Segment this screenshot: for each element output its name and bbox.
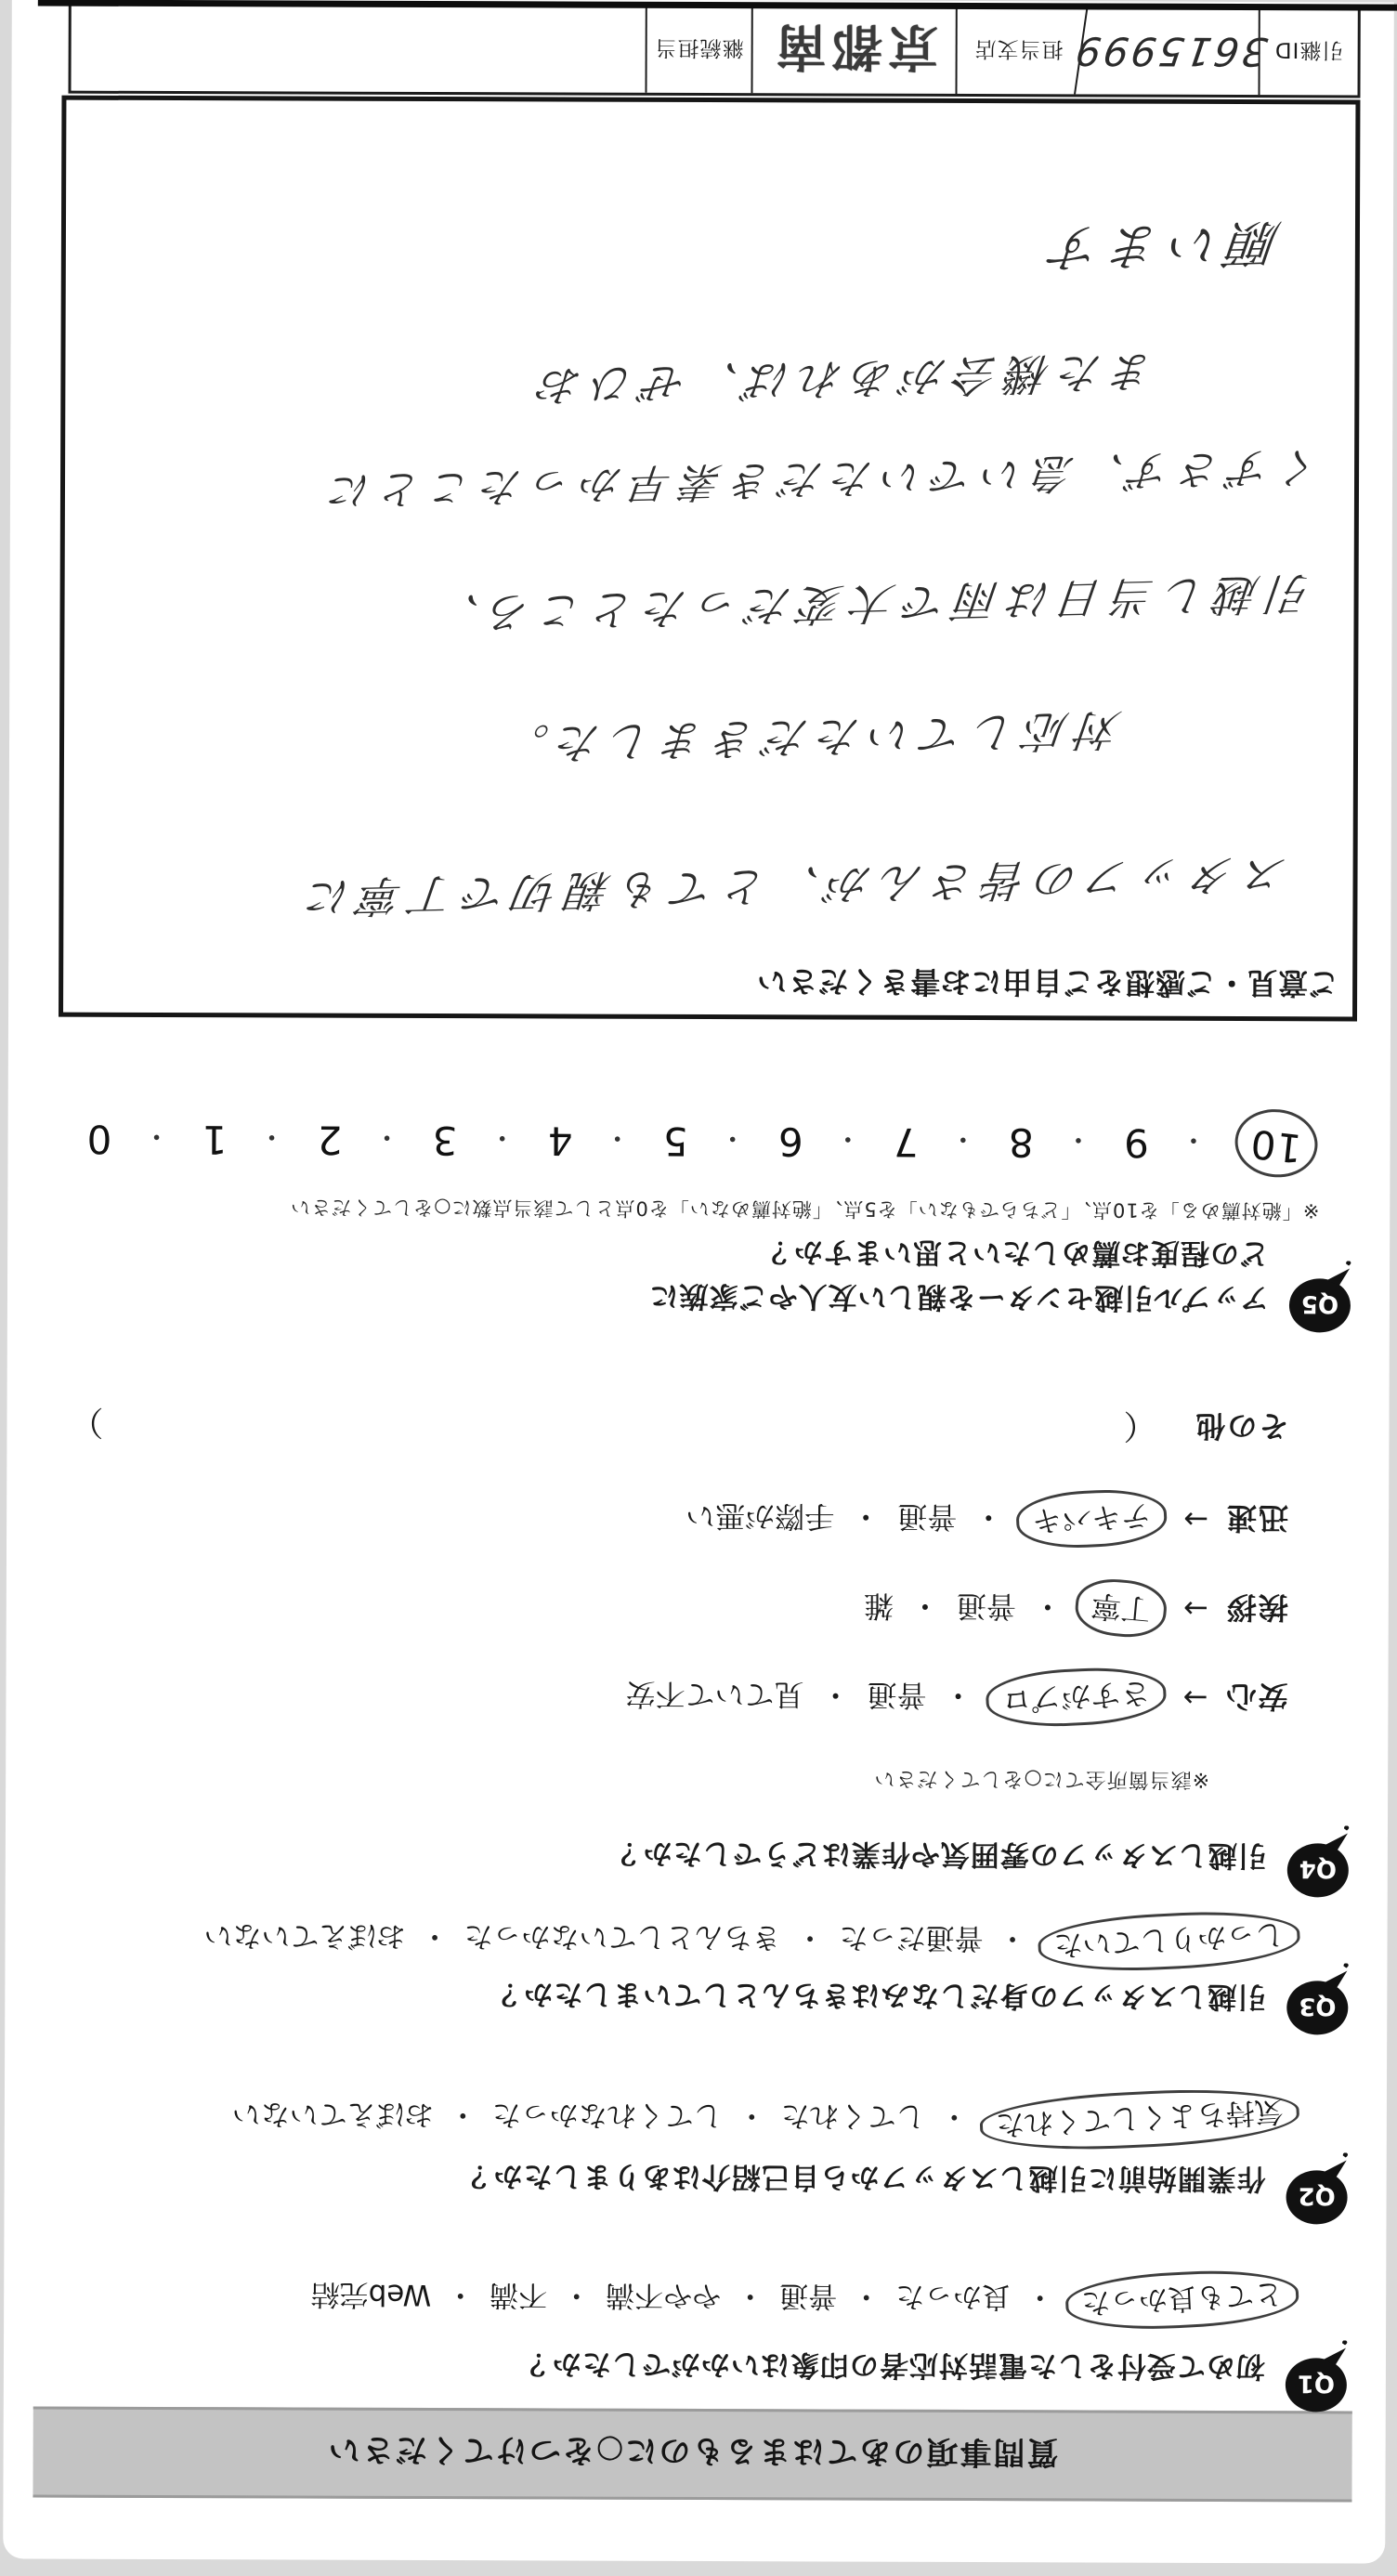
paren-close: ） [70, 1402, 104, 1441]
scale-separator: ・ [488, 1120, 516, 1154]
q4-row-option-selected: さすがプロ [985, 1665, 1168, 1730]
q4-row-option: 見ていて不安 [625, 1676, 804, 1713]
q1-bubble-icon [1284, 2336, 1351, 2413]
q1-option: 不満 [490, 2278, 548, 2312]
q1-option: やや不満 [606, 2278, 722, 2313]
q5-text-line2: どの程度お薦めしたいと思いますか？ [764, 1235, 1270, 1271]
handover-id-value: 3615999 [1074, 8, 1264, 95]
continuing-staff-value [71, 6, 645, 93]
q3-option-selected: しっかりしていた [1037, 1907, 1301, 1976]
handwritten-comment-line: スタッフの皆さんが、とても親切で丁寧に [296, 848, 1290, 923]
nps-score: 5 [661, 1118, 688, 1164]
arrow-right-icon: → [1182, 1680, 1208, 1716]
q1-option-selected: とても良かった [1064, 2267, 1300, 2334]
option-separator: ・ [909, 1588, 940, 1624]
q4-row-option: 普通 [897, 1498, 958, 1535]
paren-open: （ [1123, 1406, 1157, 1445]
q3-option: きちんとしていなかった [463, 1919, 781, 1955]
scale-separator: ・ [948, 1122, 977, 1156]
q2-option: してくれなかった [491, 2098, 723, 2133]
q3-bubble-icon [1285, 1959, 1351, 2035]
option-separator: ・ [1032, 1589, 1064, 1625]
option-separator: ・ [973, 1499, 1004, 1536]
q1-option: Web完結 [310, 2277, 432, 2312]
nps-score: 1 [201, 1117, 228, 1163]
svg-text:Q2: Q2 [1298, 2181, 1336, 2210]
q2-option-selected: 気持ちよくしてくれた [979, 2085, 1301, 2156]
q4-row-label: 挨拶 [1224, 1589, 1288, 1626]
svg-text:Q1: Q1 [1297, 2369, 1336, 2398]
handwritten-comment-line: くずさず、急いでいただき素早かったことに [319, 442, 1324, 515]
arrow-right-icon: → [1182, 1590, 1208, 1627]
q4-note: ※該当箇所全てに○をしてください [873, 1766, 1210, 1791]
q4-row-anshin [625, 1675, 1287, 1720]
comment-box-header: ご意見・ご感想をご自由にお書きください [756, 963, 1339, 1001]
nps-score: 2 [316, 1117, 343, 1163]
option-separator: ・ [736, 2279, 765, 2313]
q1-option: 普通 [779, 2279, 838, 2313]
scale-separator: ・ [833, 1122, 862, 1156]
handover-id-label: 引継ID [1258, 9, 1357, 95]
continuing-staff-label: 継続担当 [645, 7, 751, 93]
handwritten-comment-line: 対応していただきました。 [493, 704, 1123, 770]
option-separator: ・ [562, 2278, 592, 2312]
instruction-bar [33, 2407, 1351, 2503]
q4-other-label: その他 [1194, 1408, 1289, 1445]
option-separator: ・ [446, 2278, 476, 2312]
q2-option: おぼえていない [231, 2097, 434, 2132]
scale-separator: ・ [257, 1119, 286, 1153]
svg-text:Q3: Q3 [1299, 1992, 1337, 2020]
q4-bubble-icon [1286, 1822, 1352, 1898]
instruction-text: 質問事項のあてはまるものに○をつけてください [326, 2431, 1059, 2471]
option-separator: ・ [851, 1498, 881, 1535]
nps-score: 4 [546, 1118, 573, 1164]
q4-row-option: 普通 [956, 1588, 1017, 1625]
nps-score: 3 [431, 1117, 458, 1164]
nps-score-selected: 10 [1231, 1105, 1321, 1182]
option-separator: ・ [737, 2099, 766, 2133]
q2-text: 作業開始前に引越しスタッフから自己紹介はありましたか？ [463, 2159, 1266, 2196]
q4-row-label: 迅速 [1225, 1499, 1289, 1536]
q2-bubble-icon [1284, 2149, 1351, 2225]
q5-nps-scale [85, 1113, 1313, 1170]
q4-row-aisatsu [864, 1587, 1288, 1631]
nps-score: 0 [85, 1116, 112, 1162]
scale-separator: ・ [142, 1119, 171, 1153]
option-separator: ・ [939, 2099, 969, 2134]
q3-option: 普通だった [839, 1920, 984, 1955]
q4-row-option-selected: 丁寧 [1073, 1576, 1169, 1641]
nps-score: 8 [1007, 1119, 1034, 1166]
option-separator: ・ [795, 1920, 825, 1955]
option-separator: ・ [420, 1918, 450, 1954]
option-separator: ・ [998, 1921, 1027, 1955]
branch-label: 担当支店 [955, 8, 1079, 94]
option-separator: ・ [448, 2098, 477, 2132]
q4-row-option: 手際が悪い [685, 1497, 835, 1535]
q4-row-option-selected: テキパキ [1015, 1487, 1169, 1551]
q4-other-row [70, 1401, 1288, 1453]
q3-option: おぼえていない [203, 1918, 406, 1953]
scale-separator: ・ [603, 1121, 632, 1155]
q1-text: 初めて受付をした電話対応者の印象はいかがでしたか？ [521, 2347, 1266, 2384]
q2-options [232, 2096, 1296, 2141]
q1-option: 良かった [895, 2279, 1012, 2314]
q1-options [311, 2277, 1296, 2322]
q4-row-label: 安心 [1224, 1678, 1288, 1715]
q2-option: してくれた [780, 2099, 925, 2133]
nps-score: 9 [1122, 1119, 1149, 1166]
nps-score: 6 [777, 1118, 803, 1165]
svg-text:Q5: Q5 [1300, 1289, 1339, 1318]
handover-id-table [68, 3, 1360, 98]
q5-bubble-icon [1287, 1257, 1354, 1333]
q4-other-blank [103, 1424, 1123, 1428]
q4-text: 引越しスタッフの雰囲気や作業はどうでしたか？ [612, 1836, 1267, 1873]
option-separator: ・ [852, 2279, 881, 2313]
q3-options [203, 1917, 1296, 1963]
handwritten-comment-line: 願います [1039, 213, 1284, 278]
scale-separator: ・ [1179, 1123, 1208, 1157]
scale-separator: ・ [372, 1120, 401, 1154]
nps-score: 7 [892, 1118, 919, 1165]
handwritten-comment-line: また機会があれば、ぜひお [528, 346, 1157, 412]
q4-row-jinsoku [685, 1497, 1288, 1541]
arrow-right-icon: → [1183, 1501, 1209, 1537]
q5-text-line1: アップル引越センターを親しい友人やご家族に [648, 1278, 1270, 1315]
handwritten-comment-line: 引越し当日は雨で大変だったところ、 [424, 567, 1314, 640]
svg-text:Q4: Q4 [1299, 1854, 1337, 1883]
q5-note: ※「絶対薦める」を10点、「どちらでもない」を5点、「絶対薦めない」を0点として該当点数に○をしてください [290, 1196, 1320, 1223]
scale-separator: ・ [718, 1121, 747, 1155]
q3-text: 引越しスタッフの身だしなみはきちんとしていましたか？ [493, 1977, 1267, 2014]
option-separator: ・ [820, 1677, 851, 1713]
option-separator: ・ [943, 1677, 973, 1714]
q4-row-option: 普通 [867, 1677, 927, 1713]
option-separator: ・ [1025, 2280, 1055, 2314]
scale-separator: ・ [1064, 1122, 1092, 1156]
q4-row-option: 雑 [863, 1588, 894, 1624]
branch-stamp: 京都南 [751, 7, 955, 94]
